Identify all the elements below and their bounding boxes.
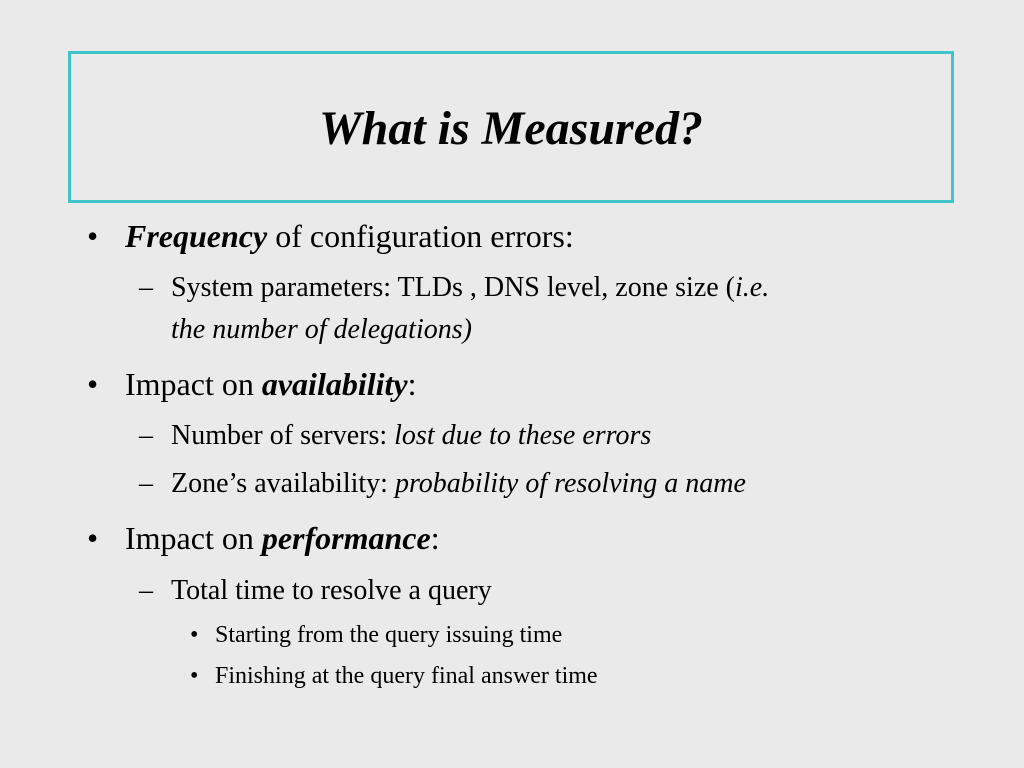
- bullet-text: [125, 522, 440, 554]
- subitem-text: Total time to resolve a query: [171, 575, 492, 606]
- bullet-suffix: :: [430, 520, 440, 556]
- subitem-plain: Number of servers:: [171, 420, 395, 451]
- subitem-italic-ie: i.e.: [735, 272, 770, 303]
- subitem-plain: Zone’s availability:: [171, 468, 395, 499]
- emphasis-frequency: Frequency: [125, 218, 268, 254]
- bullet-marker: •: [87, 366, 99, 402]
- subitem-italic: probability of resolving a name: [394, 468, 746, 499]
- subitem-text: [171, 470, 746, 498]
- bullet-text: [125, 220, 574, 252]
- dash-marker: –: [139, 420, 153, 451]
- emphasis-performance: performance: [261, 520, 431, 556]
- bullet-rest: of configuration errors:: [267, 218, 574, 254]
- subsubitem-text: Finishing at the query final answer time: [215, 663, 598, 689]
- dash-marker: –: [139, 575, 153, 606]
- bullet-lead: Impact on: [125, 366, 262, 402]
- subsubitem-text: Starting from the query issuing time: [215, 622, 563, 648]
- bullet-marker: •: [190, 622, 199, 648]
- bullet-suffix: :: [407, 366, 417, 402]
- slide-title: What is Measured?: [318, 102, 704, 155]
- dash-marker: –: [139, 468, 153, 499]
- emphasis-availability: availability: [261, 366, 408, 402]
- dash-marker: –: [139, 272, 153, 303]
- bullet-lead: Impact on: [125, 520, 262, 556]
- bullet-marker: •: [190, 663, 199, 689]
- bullet-text: [125, 368, 416, 400]
- subitem-text-line-2: the number of delegations): [171, 314, 472, 345]
- subitem-italic: lost due to these errors: [394, 420, 652, 451]
- bullet-marker: •: [87, 520, 99, 556]
- bullet-marker: •: [87, 218, 99, 254]
- subitem-plain: System parameters: TLDs , DNS level, zone size (: [171, 272, 736, 303]
- subitem-text-line-1: [171, 274, 769, 302]
- subitem-text: [171, 422, 651, 450]
